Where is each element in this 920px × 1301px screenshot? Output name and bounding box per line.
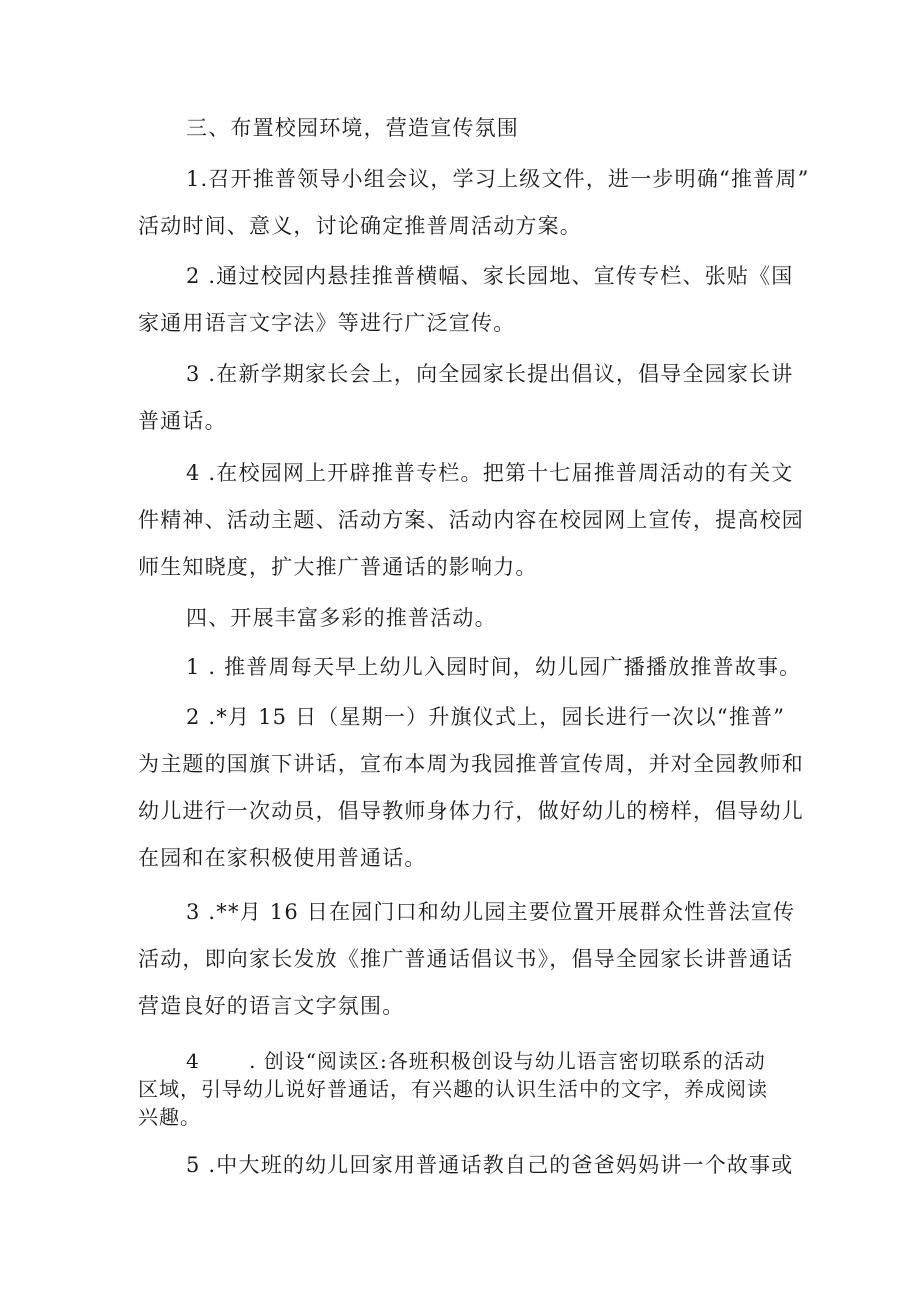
paragraph-line: 5 .中大班的幼儿回家用普通话教自己的爸爸妈妈讲一个故事或	[186, 1153, 794, 1177]
section-4-heading	[138, 595, 838, 642]
paragraph-3-1	[138, 156, 810, 250]
paragraph-line: 营造良好的语言文字氛围。	[138, 994, 405, 1018]
paragraph-line: 1 . 推普周每天早上幼儿入园时间，幼儿园广播播放推普故事。	[186, 655, 802, 679]
paragraph-4-1	[138, 644, 802, 691]
paragraph-line: 活动时间、意义，讨论确定推普周活动方案。	[138, 214, 582, 238]
heading-text: 四、开展丰富多彩的推普活动。	[186, 606, 497, 630]
paragraph-line: 普通话。	[138, 409, 227, 433]
paragraph-4-5	[138, 1142, 794, 1189]
paragraph-line: 区域，引导幼儿说好普通话，有兴趣的认识生活中的文字，养成阅读	[138, 1077, 768, 1101]
paragraph-line: 为主题的国旗下讲话，宣布本周为我园推普宣传周，并对全园教师和	[138, 752, 804, 776]
paragraph-line: 3 .在新学期家长会上，向全园家长提出倡议，倡导全园家长讲	[186, 362, 794, 386]
paragraph-line: 1.召开推普领导小组会议，学习上级文件，进一步明确“推普周”	[186, 167, 810, 191]
paragraph-line: 2 .*月 15 日（星期一）升旗仪式上，园长进行一次以“推普”	[186, 705, 786, 729]
paragraph-4-4	[138, 1047, 790, 1131]
paragraph-line: 件精神、活动主题、活动方案、活动内容在校园网上宣传，提高校园	[138, 508, 804, 532]
paragraph-line: 兴趣。	[138, 1105, 201, 1129]
paragraph-line: 幼儿进行一次动员，倡导教师身体力行，做好幼儿的榜样，倡导幼儿	[138, 799, 804, 823]
paragraph-line: 师生知晓度，扩大推广普通话的影响力。	[138, 555, 538, 579]
paragraph-3-4	[138, 450, 804, 591]
paragraph-line: 2 .通过校园内悬挂推普横幅、家长园地、宣传专栏、张贴《国	[186, 264, 794, 288]
paragraph-4-3	[138, 889, 796, 1030]
paragraph-line: 在园和在家积极使用普通话。	[138, 846, 427, 870]
paragraph-3-3	[138, 351, 794, 445]
paragraph-line: 3 .**月 16 日在园门口和幼儿园主要位置开展群众性普法宣传	[186, 900, 796, 924]
heading-text: 三、布置校园环境，营造宣传氛围	[186, 116, 519, 140]
paragraph-3-2	[138, 253, 794, 347]
paragraph-line: 活动，即向家长发放《推广普通话倡议书》，倡导全园家长讲普通话	[138, 947, 794, 971]
paragraph-line: 4 .在校园网上开辟推普专栏。把第十七届推普周活动的有关文	[186, 461, 794, 485]
paragraph-line: 家通用语言文字法》等进行广泛宣传。	[138, 311, 516, 335]
section-3-heading	[138, 105, 838, 152]
paragraph-line: 4 . 创设“阅读区:各班积极创设与幼儿语言密切联系的活动	[186, 1049, 766, 1073]
paragraph-4-2	[138, 694, 804, 882]
